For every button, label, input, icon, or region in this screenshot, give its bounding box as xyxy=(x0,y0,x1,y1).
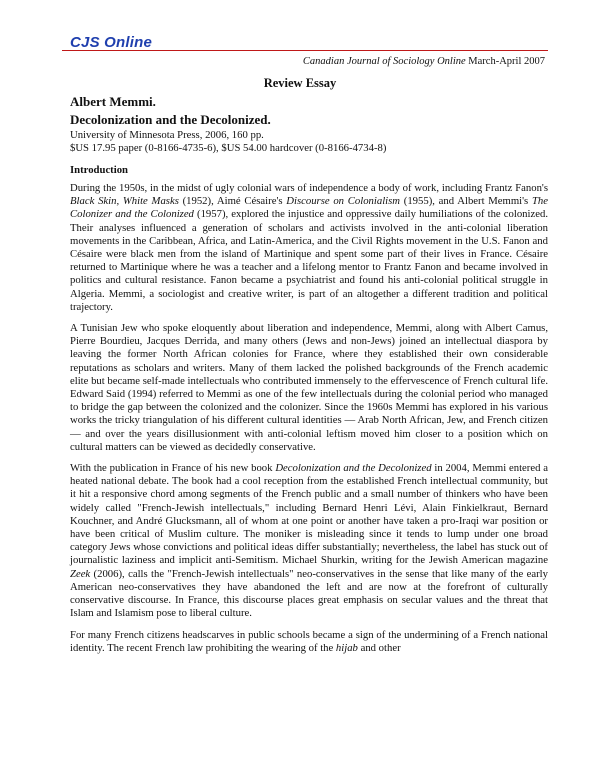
book-title: Decolonization and the Decolonized. xyxy=(70,112,271,127)
issue-date: March-April 2007 xyxy=(468,56,545,67)
header-rule xyxy=(62,50,548,51)
book-title-italic: Black Skin, White Masks xyxy=(70,195,179,208)
cjs-online-logo[interactable]: CJS Online xyxy=(70,34,153,51)
term-italic: hijab xyxy=(335,641,358,654)
book-title-italic: Discourse on Colonialism xyxy=(286,195,401,208)
journal-name: Canadian Journal of Sociology Online xyxy=(302,56,466,67)
book-title-italic: The Colonizer and the Colonized xyxy=(70,195,548,221)
section-heading-introduction: Introduction xyxy=(70,164,129,176)
book-author: Albert Memmi. xyxy=(70,94,156,109)
magazine-title-italic: Zeek xyxy=(70,567,91,580)
paragraph-2: A Tunisian Jew who spoke eloquently about liberation and independence, Memmi, along with Albert Camus, Pierre Bourdieu, Jacques Derrida, and many others (Jews and non-Jews) joined an intellectual diaspora by leaving the former North African colonies for France, where they established their own considerable reputations as scholars and writers. Many of them lacked the polished backgrounds of the French academic elite but became self-made intellectuals who contributed immensely to the effervescence of French cultural life. Edward Said (1994) referred to Memmi as one of the few intellectuals during the colonial period who managed to bridge the gap between the colonized and the colonizer. Since the 1960s Memmi has explored in his various works the tricky triangulation of his different cultural identities — Arab North African, Jew, and French citizen — and over the years disillusionment with anti-colonial leftism moved him closer to a position which on cultural matters can be viewed as decidedly conservative. xyxy=(70,322,548,453)
price-info: $US 17.95 paper (0-8166-4735-6), $US 54.00 hardcover (0-8166-4734-8) xyxy=(70,142,387,154)
journal-citation-line xyxy=(303,56,545,67)
publisher-info: University of Minnesota Press, 2006, 160 pp. xyxy=(70,129,264,141)
book-title-italic: Decolonization and the Decolonized xyxy=(275,462,432,475)
paragraph-1: During the 1950s, in the midst of ugly colonial wars of independence a body of work, including Frantz Fanon's Black Skin, White Masks (1952), Aimé Césaire's Discourse on Colonialism (1955), and Albert Memmi's The Colonizer and the Colonized (1957), explored the injustice and oppressive daily humiliations of the colonized. Their analyses influenced a generation of scholars and activists involved in the anti-colonial liberation movements in the Caribbean, Africa, and Latin-America, and the Civil Rights movement in the U.S. Fanon and Césaire were black men from the island of Martinique and spent some part of their lives in France. Césaire returned to Martinique where he was a teacher and a lifelong mentor to Frantz Fanon and became involved in politics and cultural resistance. Fanon became a psychiatrist and found his anti-colonial political struggle in Algeria. Memmi, a sociologist and creative writer, is part of an altogether a different tradition and political trajectory. xyxy=(70,182,548,313)
essay-type-heading: Review Essay xyxy=(263,76,337,90)
paragraph-3: With the publication in France of his new book Decolonization and the Decolonized in 2004, Memmi entered a heated national debate. The book had a cool reception from the established French intellectual community, but it hit a responsive chord among segments of the French public and a small number of thinkers who have been widely called "French-Jewish intellectuals," including Bernard Henri Lévi, Alain Finkielkraut, Bernard Kouchner, and André Glucksmann, all of whom at one point or another have taken a pro-Iraqi war position or have been critical of Muslim culture. The moniker is misleading since it tends to lump under one broad category Jews whose convictions and political ideas differ substantially; nevertheless, the label has stuck out of journalistic laziness and implicit anti-Semitism. Michael Shurkin, writing for the Jewish American magazine Zeek (2006), calls the "French-Jewish intellectuals" neo-conservatives in the sense that like many of the early American neo-conservatives they have abandoned the left and are now at the forefront of culturally conservative discourse. In France, this discourse places great emphasis on secular values and the threat that Islam and Islamism pose to liberal culture. xyxy=(70,462,548,620)
article-body xyxy=(70,93,548,663)
paragraph-4: For many French citizens headscarves in public schools became a sign of the undermining of a French national identity. The recent French law prohibiting the wearing of the hijab and other xyxy=(70,628,548,654)
